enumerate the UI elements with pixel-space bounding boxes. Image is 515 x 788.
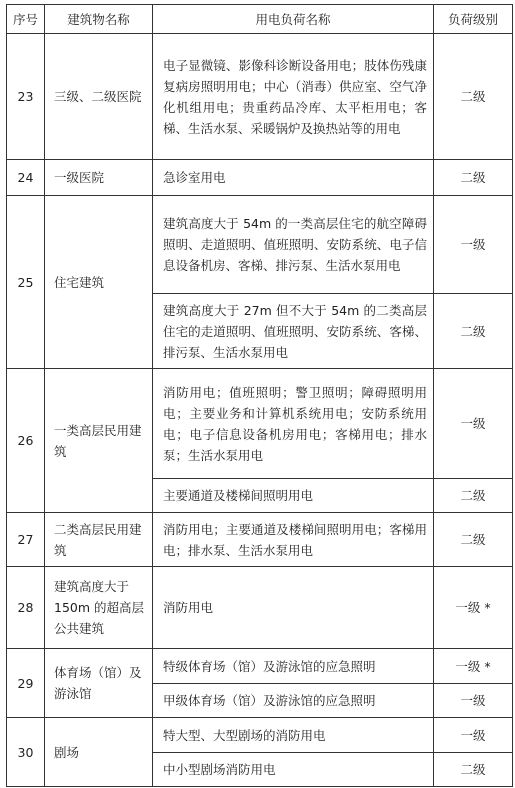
row-number: 28 [7, 567, 45, 649]
row-number: 24 [7, 160, 45, 196]
building-name: 一类高层民用建筑 [45, 369, 153, 513]
row-number: 26 [7, 369, 45, 513]
load-level: 一级 [434, 369, 513, 479]
building-name: 一级医院 [45, 160, 153, 196]
building-name: 住宅建筑 [45, 196, 153, 369]
load-level: 一级 * [434, 649, 513, 684]
load-description: 主要通道及楼梯间照明用电 [153, 479, 434, 513]
power-load-table [6, 4, 513, 787]
load-description: 建筑高度大于 27m 但不大于 54m 的二类高层住宅的走道照明、值班照明、安防系统、客梯、排污泵、生活水泵用电 [153, 294, 434, 369]
table-row [7, 34, 513, 160]
table-row [7, 369, 513, 479]
load-description: 急诊室用电 [153, 160, 434, 196]
table-row [7, 567, 513, 649]
building-name: 体育场（馆）及游泳馆 [45, 649, 153, 718]
load-description: 建筑高度大于 54m 的一类高层住宅的航空障碍照明、走道照明、值班照明、安防系统、电子信息设备机房、客梯、排污泵、生活水泵用电 [153, 196, 434, 294]
table-header-row [7, 5, 513, 34]
load-level: 一级 * [434, 567, 513, 649]
row-number: 23 [7, 34, 45, 160]
row-number: 25 [7, 196, 45, 369]
load-level: 二级 [434, 294, 513, 369]
load-level: 一级 [434, 684, 513, 718]
load-level: 二级 [434, 753, 513, 787]
load-description: 电子显微镜、影像科诊断设备用电；肢体伤残康复病房照明用电；中心（消毒）供应室、空气净化机组用电；贵重药品冷库、太平柜用电；客梯、生活水泵、采暖锅炉及换热站等的用电 [153, 34, 434, 160]
load-description: 消防用电；主要通道及楼梯间照明用电；客梯用电；排水泵、生活水泵用电 [153, 513, 434, 567]
building-name: 建筑高度大于 150m 的超高层公共建筑 [45, 567, 153, 649]
table-row [7, 160, 513, 196]
header-no: 序号 [7, 5, 45, 34]
load-level: 二级 [434, 160, 513, 196]
header-level: 负荷级别 [434, 5, 513, 34]
header-building: 建筑物名称 [45, 5, 153, 34]
load-description: 特级体育场（馆）及游泳馆的应急照明 [153, 649, 434, 684]
load-level: 二级 [434, 34, 513, 160]
load-description: 甲级体育场（馆）及游泳馆的应急照明 [153, 684, 434, 718]
row-number: 30 [7, 718, 45, 787]
table-row [7, 718, 513, 753]
row-number: 27 [7, 513, 45, 567]
load-level: 二级 [434, 479, 513, 513]
table-row [7, 513, 513, 567]
load-description: 中小型剧场消防用电 [153, 753, 434, 787]
load-level: 一级 [434, 196, 513, 294]
load-level: 二级 [434, 513, 513, 567]
building-name: 二类高层民用建筑 [45, 513, 153, 567]
load-description: 消防用电 [153, 567, 434, 649]
row-number: 29 [7, 649, 45, 718]
table-row [7, 196, 513, 294]
table-row [7, 649, 513, 684]
load-description: 消防用电；值班照明；警卫照明；障碍照明用电；主要业务和计算机系统用电；安防系统用电；电子信息设备机房用电；客梯用电；排水泵；生活水泵用电 [153, 369, 434, 479]
load-description: 特大型、大型剧场的消防用电 [153, 718, 434, 753]
load-level: 一级 [434, 718, 513, 753]
building-name: 剧场 [45, 718, 153, 787]
building-name: 三级、二级医院 [45, 34, 153, 160]
header-load: 用电负荷名称 [153, 5, 434, 34]
